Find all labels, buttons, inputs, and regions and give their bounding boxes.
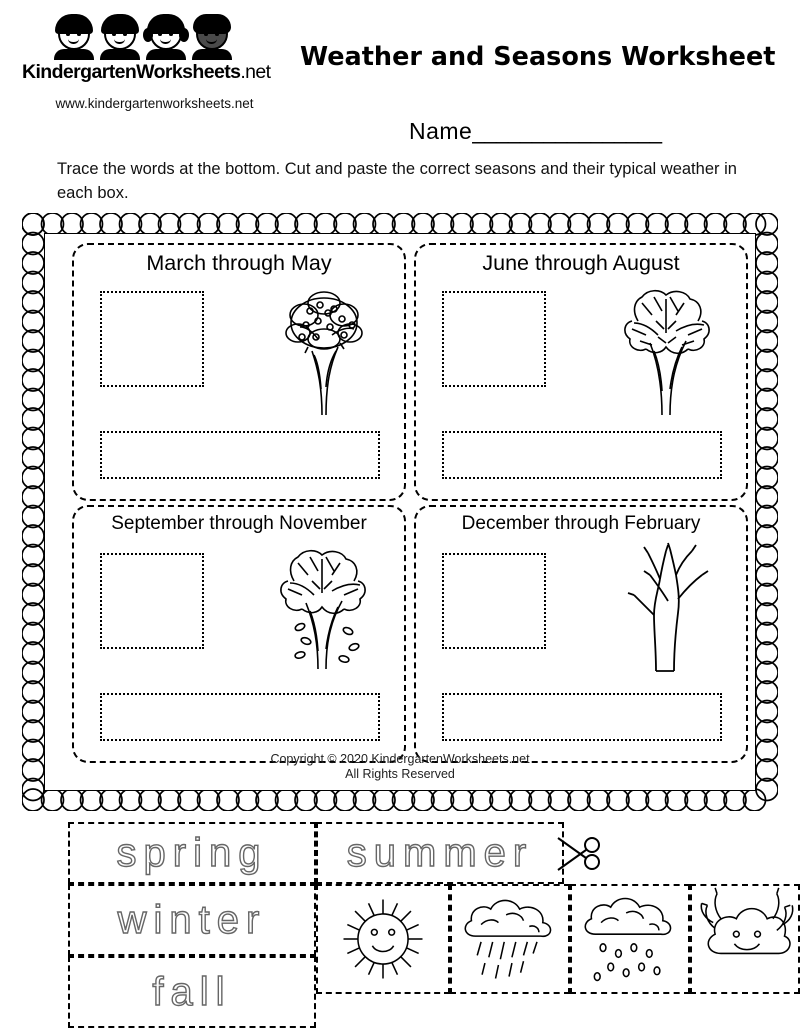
cut-card-wind[interactable] <box>690 884 800 994</box>
instructions-text: Trace the words at the bottom. Cut and paste the correct seasons and their typical weather in each box. <box>57 160 737 202</box>
site-logo[interactable] <box>22 16 287 111</box>
snow-cloud-icon <box>572 886 688 992</box>
quadrant-title: June through August <box>482 251 680 275</box>
scissors-icon <box>556 832 604 876</box>
trace-word-spring[interactable]: spring <box>116 830 268 875</box>
kid-face-3 <box>144 16 188 60</box>
copyright-line: Copyright © 2020 KindergartenWorksheets.net <box>270 752 530 766</box>
fall-tree-icon <box>256 539 396 679</box>
rain-cloud-icon <box>452 886 568 992</box>
rights-line: All Rights Reserved <box>345 767 455 781</box>
quadrant-title: December through February <box>461 513 701 534</box>
cut-card-spring[interactable] <box>68 822 316 884</box>
name-field-label <box>300 118 770 145</box>
trace-word-fall[interactable]: fall <box>152 969 232 1014</box>
name-label: Name <box>408 118 473 144</box>
windy-cloud-icon <box>692 886 798 992</box>
cutout-section <box>68 822 732 1030</box>
cut-card-winter[interactable] <box>68 884 316 956</box>
logo-kids-illustration <box>52 16 287 60</box>
copyright-block <box>44 752 756 782</box>
paste-box-weather[interactable] <box>100 431 380 479</box>
worksheet-header <box>0 0 800 215</box>
paste-box-weather[interactable] <box>100 693 380 741</box>
summer-tree-icon <box>598 277 738 417</box>
kid-face-1 <box>52 16 96 60</box>
trace-word-summer[interactable]: summer <box>346 830 534 875</box>
cut-card-rain[interactable] <box>450 884 570 994</box>
paste-box-season[interactable] <box>100 291 204 387</box>
worksheet-frame <box>22 213 778 811</box>
logo-word-suffix: .net <box>240 61 271 83</box>
quadrant-fall[interactable] <box>72 505 406 763</box>
quadrant-spring[interactable] <box>72 243 406 501</box>
sun-icon <box>318 886 448 992</box>
spring-tree-icon <box>256 277 396 417</box>
logo-word-2: Worksheets <box>136 61 241 83</box>
quadrant-winter[interactable] <box>414 505 748 763</box>
logo-wordmark <box>22 61 287 84</box>
trace-word-winter[interactable]: winter <box>117 897 267 942</box>
winter-tree-icon <box>598 539 738 679</box>
cut-card-sun[interactable] <box>316 884 450 994</box>
site-url[interactable]: www.kindergartenworksheets.net <box>55 96 254 111</box>
paste-box-weather[interactable] <box>442 693 722 741</box>
paste-box-season[interactable] <box>442 291 546 387</box>
page-title: Weather and Seasons Worksheet <box>300 42 776 72</box>
kid-face-4 <box>190 16 234 60</box>
cut-card-summer[interactable] <box>316 822 564 884</box>
quadrant-title: March through May <box>146 251 332 275</box>
paste-box-season[interactable] <box>100 553 204 649</box>
cut-card-fall[interactable] <box>68 956 316 1028</box>
name-blank-line[interactable]: ________________ <box>472 118 662 144</box>
kid-face-2 <box>98 16 142 60</box>
quadrant-title: September through November <box>111 513 367 534</box>
cut-card-snow[interactable] <box>570 884 690 994</box>
paste-box-season[interactable] <box>442 553 546 649</box>
paste-box-weather[interactable] <box>442 431 722 479</box>
seasons-grid <box>44 233 756 791</box>
quadrant-summer[interactable] <box>414 243 748 501</box>
logo-word-1: Kindergarten <box>22 61 137 83</box>
